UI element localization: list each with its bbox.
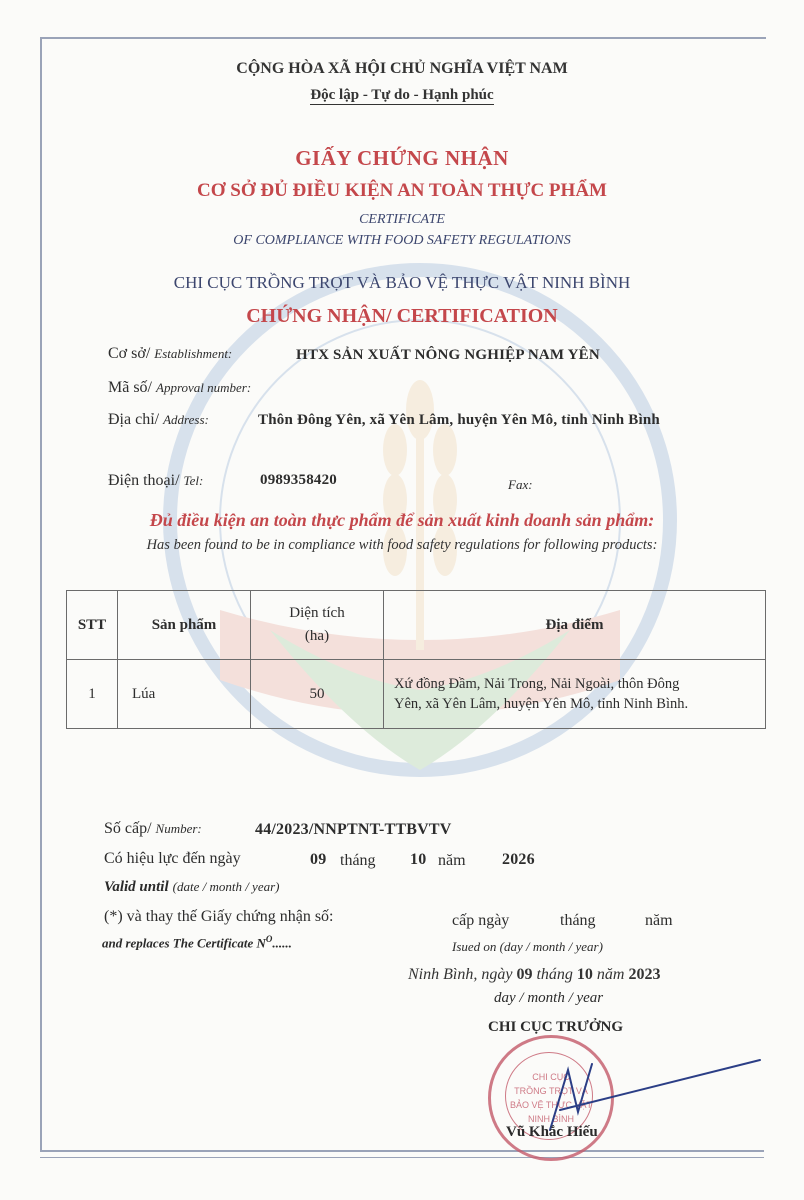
- stamp-line-2: TRỒNG TRỌT VÀ: [514, 1086, 588, 1096]
- frame-bottom-line-2: [40, 1157, 764, 1158]
- address-label: Địa chỉ/: [108, 411, 160, 428]
- establishment-row: [108, 345, 232, 363]
- certificate-subtitle: CƠ SỞ ĐỦ ĐIỀU KIỆN AN TOÀN THỰC PHẨM: [197, 180, 607, 201]
- number-row: [104, 820, 202, 838]
- phone-label: Điện thoại/: [108, 472, 180, 489]
- validity-month: 10: [410, 851, 427, 868]
- cell-location-line2: Yên, xã Yên Lâm, huyện Yên Mô, tỉnh Ninh Bình.: [394, 696, 689, 712]
- validity-en-row: [104, 878, 280, 896]
- header-product: Sản phẩm: [118, 591, 251, 660]
- compliance-en: Has been found to be in compliance with food safety regulations for following products:: [146, 537, 658, 553]
- stamp-line-1: CHI CỤC: [532, 1072, 570, 1082]
- compliance-vn: Đủ điều kiện an toàn thực phẩm để sản xuất kinh doanh sản phẩm:: [149, 510, 655, 530]
- number-value: 44/2023/NNPTNT-TTBVTV: [255, 821, 452, 838]
- address-label-en: Address:: [163, 412, 209, 427]
- number-label-en: Number:: [155, 821, 202, 836]
- frame-left-line: [40, 37, 42, 1152]
- validity-month-word: tháng: [340, 852, 376, 869]
- fax-label: Fax:: [508, 477, 533, 492]
- header-area-line1: Diện tích: [289, 605, 345, 621]
- replaces-en-dots: ......: [272, 935, 292, 951]
- validity-day: 09: [310, 851, 327, 868]
- frame-top-line: [40, 37, 766, 39]
- stamp-line-4: NINH BÌNH: [527, 1114, 574, 1124]
- validity-en-format: (date / month / year): [172, 879, 280, 894]
- frame-bottom-line: [40, 1150, 764, 1152]
- motto-text: Độc lập - Tự do - Hạnh phúc: [310, 87, 494, 103]
- validity-label: Có hiệu lực đến ngày: [104, 850, 241, 867]
- motto: [0, 87, 804, 104]
- phone-row: [108, 472, 203, 490]
- cell-location-line1: Xứ đồng Đầm, Nải Trong, Nải Ngoài, thôn Đông: [394, 676, 680, 692]
- issued-en: Isued on (day / month / year): [452, 939, 603, 954]
- header-area: [251, 591, 384, 660]
- issued-vn-1: cấp ngày: [452, 912, 510, 929]
- validity-year-word: năm: [438, 852, 466, 869]
- number-label: Số cấp/: [104, 820, 152, 837]
- validity-year: 2026: [502, 851, 535, 868]
- approval-label-en: Approval number:: [156, 380, 252, 395]
- signing-year-word: năm: [596, 966, 625, 983]
- issued-vn-3: năm: [645, 912, 673, 929]
- certificate-title-en-2: OF COMPLIANCE WITH FOOD SAFETY REGULATIONS: [233, 233, 571, 248]
- cell-location: [384, 660, 766, 729]
- address-value: Thôn Đông Yên, xã Yên Lâm, huyện Yên Mô, tỉnh Ninh Bình: [258, 412, 660, 428]
- country-name: CỘNG HÒA XÃ HỘI CHỦ NGHĨA VIỆT NAM: [236, 60, 568, 77]
- cell-stt: 1: [67, 660, 118, 729]
- signing-format: day / month / year: [494, 990, 604, 1006]
- signing-row: [408, 966, 660, 984]
- issuing-agency: CHI CỤC TRỒNG TRỌT VÀ BẢO VỆ THỰC VẬT NINH BÌNH: [173, 273, 631, 292]
- issued-vn-2: tháng: [560, 912, 596, 929]
- certification-heading: CHỨNG NHẬN/ CERTIFICATION: [246, 305, 558, 327]
- table-row: [67, 660, 766, 729]
- establishment-value: HTX SẢN XUẤT NÔNG NGHIỆP NAM YÊN: [296, 347, 600, 363]
- signer-name: Vũ Khắc Hiếu: [506, 1124, 598, 1140]
- header-area-line2: (ha): [304, 628, 330, 644]
- replaces-en-label: and replaces The Certificate N: [102, 935, 266, 951]
- establishment-label: Cơ sở/: [108, 345, 151, 362]
- phone-value: 0989358420: [260, 472, 337, 488]
- table-header-row: [67, 591, 766, 660]
- signing-month: 10: [576, 966, 593, 983]
- replaces-en-sup: O: [265, 934, 273, 944]
- stamp-line-3: BẢO VỆ THỰC VẬT: [509, 1100, 593, 1110]
- approval-label: Mã số/: [108, 379, 152, 396]
- phone-label-en: Tel:: [183, 473, 204, 488]
- signing-month-word: tháng: [536, 966, 573, 983]
- replaces-label: (*) và thay thế Giấy chứng nhận số:: [104, 908, 334, 925]
- header-stt: STT: [67, 591, 118, 660]
- cell-product: Lúa: [118, 660, 251, 729]
- cell-area: 50: [251, 660, 384, 729]
- products-table: [66, 590, 766, 729]
- address-row: [108, 411, 209, 429]
- certificate-title-en-1: CERTIFICATE: [359, 212, 445, 227]
- header-location: Địa điểm: [384, 591, 766, 660]
- signing-day: 09: [516, 966, 533, 983]
- certificate-title: GIẤY CHỨNG NHẬN: [295, 146, 509, 170]
- signer-title: CHI CỤC TRƯỞNG: [488, 1019, 624, 1035]
- replaces-en-row: [102, 934, 292, 951]
- signing-year: 2023: [628, 966, 661, 983]
- validity-en-label: Valid until: [104, 879, 169, 895]
- approval-row: [108, 379, 251, 397]
- establishment-label-en: Establishment:: [154, 346, 233, 361]
- signing-place: Ninh Bình, ngày: [408, 966, 513, 983]
